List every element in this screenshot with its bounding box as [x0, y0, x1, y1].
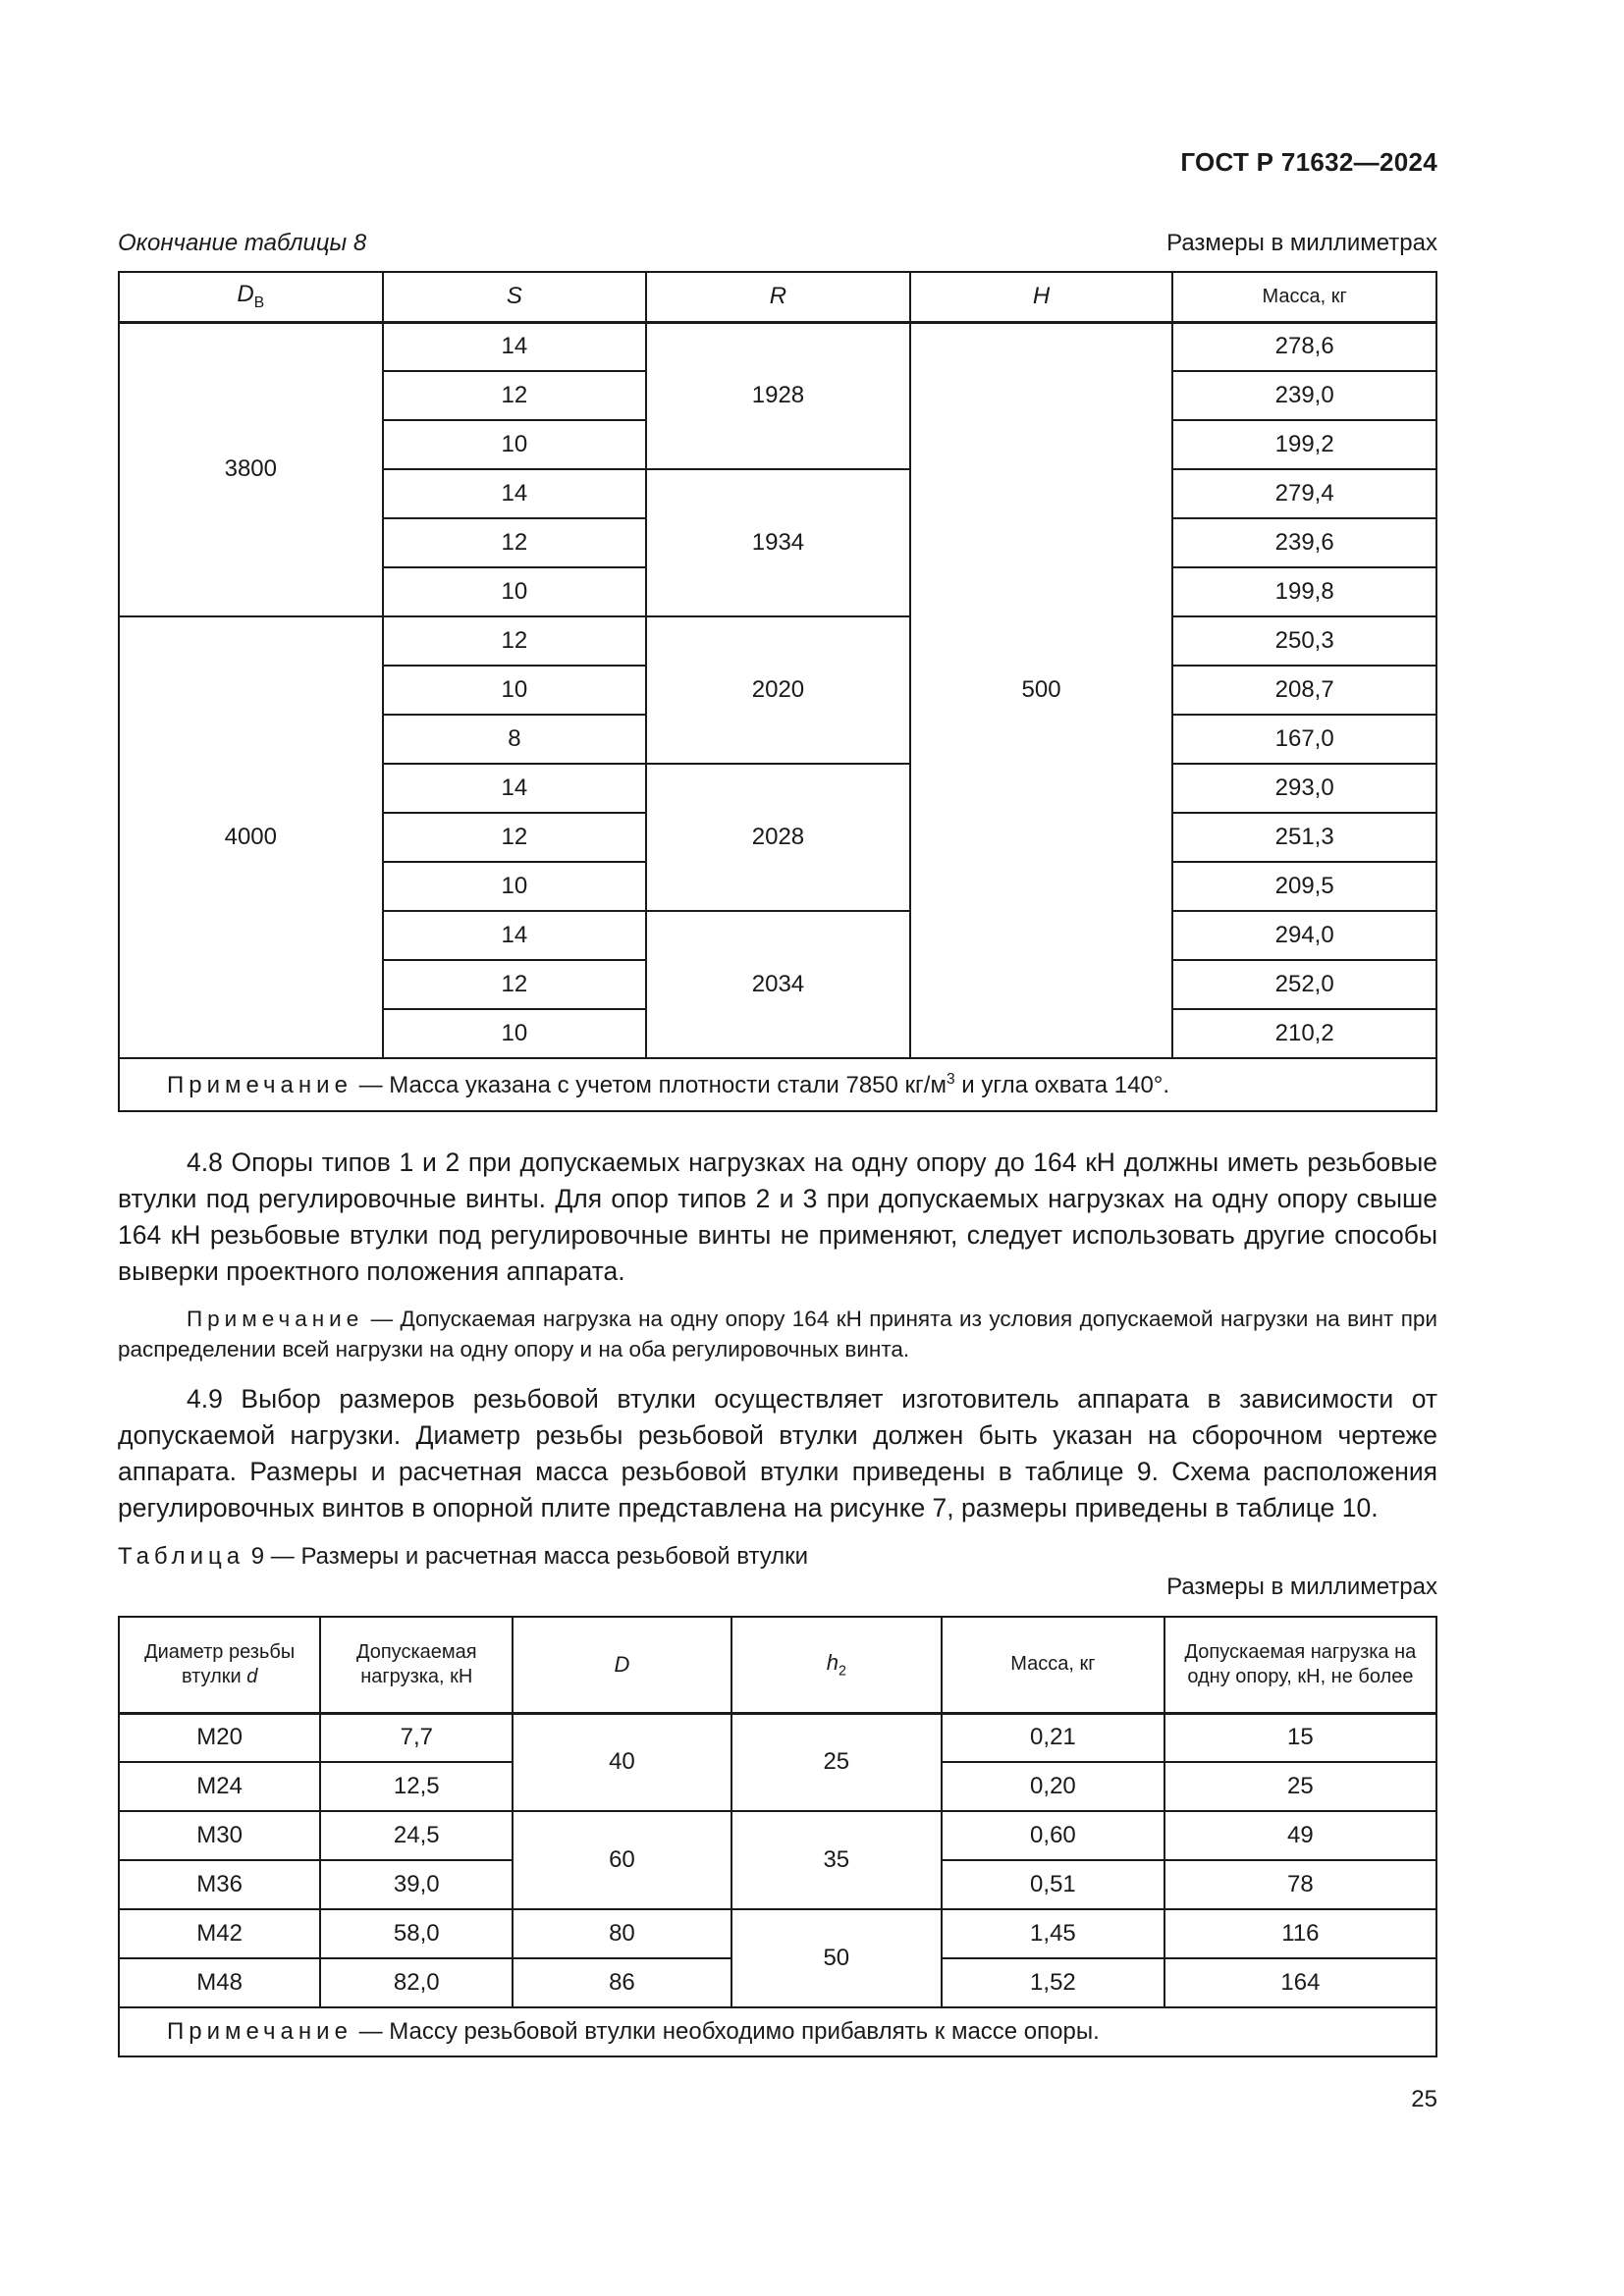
s-cell: 10 [383, 666, 647, 715]
r-cell: 2028 [646, 764, 910, 911]
mass-cell: 294,0 [1172, 911, 1436, 960]
diam-cell: М20 [119, 1713, 320, 1762]
table8-note-row [119, 1058, 1436, 1111]
table8-caption-row [118, 230, 1437, 257]
mass-cell: 293,0 [1172, 764, 1436, 813]
mass-cell: 239,6 [1172, 518, 1436, 567]
load-cell: 39,0 [320, 1860, 513, 1909]
max-load-cell: 78 [1164, 1860, 1436, 1909]
table9 [118, 1616, 1437, 2057]
mass-cell: 278,6 [1172, 322, 1436, 371]
table9-units: Размеры в миллиметрах [1166, 1574, 1437, 1600]
table9-caption: Таблица 9 — Размеры и расчетная масса резьбовой втулки [118, 1543, 809, 1570]
mass-cell: 251,3 [1172, 813, 1436, 862]
mass-cell: 0,20 [942, 1762, 1164, 1811]
mass-cell: 199,2 [1172, 420, 1436, 469]
col-header-thread-diameter: Диаметр резьбы втулки d [119, 1617, 320, 1713]
table9-header-row [119, 1617, 1436, 1713]
col-header-max-load: Допускаемая нагрузка на одну опору, кН, не более [1164, 1617, 1436, 1713]
s-cell: 10 [383, 420, 647, 469]
col-header-allowed-load: Допускаемая нагрузка, кН [320, 1617, 513, 1713]
mass-cell: 210,2 [1172, 1009, 1436, 1058]
diam-cell: М30 [119, 1811, 320, 1860]
mass-cell: 1,52 [942, 1958, 1164, 2007]
document-id: ГОСТ Р 71632—2024 [1180, 147, 1437, 177]
col-header-r: R [646, 272, 910, 322]
page-number: 25 [1411, 2086, 1437, 2112]
mass-cell: 167,0 [1172, 715, 1436, 764]
note-label: Примечание [167, 1071, 352, 1098]
paragraph-4-9: 4.9 Выбор размеров резьбовой втулки осуществляет изготовитель аппарата в зависимости от допускаемой нагрузки. Диаметр резьбы резьбовой втулки должен быть указан на сборочном чертеже аппарата. Размеры и расчетная масса резьбовой втулки приведены в таблице 9. Схема расположения регулировочных винтов в опорной плите представлена на рисунке 7, размеры приведены в таблице 10. [118, 1384, 1437, 1522]
s-cell: 8 [383, 715, 647, 764]
s-cell: 10 [383, 1009, 647, 1058]
s-cell: 12 [383, 518, 647, 567]
s-cell: 12 [383, 960, 647, 1009]
table-row [119, 616, 1436, 666]
note-4-8: Примечание — Допускаемая нагрузка на одну опору 164 кН принята из условия допускаемой нагрузки на винт при распределении всей нагрузки на одну опору и на оба регулировочных винта. [118, 1307, 1437, 1362]
table8-header-row [119, 272, 1436, 322]
table-row [119, 322, 1436, 371]
note-label: Примечание [167, 2018, 352, 2045]
table9-note: Примечание — Массу резьбовой втулки необходимо прибавлять к массе опоры. [119, 2007, 1436, 2056]
mass-cell: 239,0 [1172, 371, 1436, 420]
mass-cell: 252,0 [1172, 960, 1436, 1009]
col-header-h: H [910, 272, 1173, 322]
load-cell: 82,0 [320, 1958, 513, 2007]
diam-cell: М48 [119, 1958, 320, 2007]
paragraph-4-8: 4.8 Опоры типов 1 и 2 при допускаемых нагрузках на одну опору до 164 кН должны иметь резьбовые втулки под регулировочные винты. Для опор типов 2 и 3 при допускаемых нагрузках на одну опору свыше 164 кН резьбовые втулки под регулировочные винты не применяют, следует использовать другие способы выверки проектного положения аппарата. [118, 1148, 1437, 1286]
diam-cell: М24 [119, 1762, 320, 1811]
r-cell: 1934 [646, 469, 910, 616]
table-row [119, 1811, 1436, 1860]
col-header-d: D [513, 1617, 731, 1713]
s-cell: 12 [383, 616, 647, 666]
table9-note-row [119, 2007, 1436, 2056]
max-load-cell: 116 [1164, 1909, 1436, 1958]
s-cell: 12 [383, 813, 647, 862]
mass-cell: 0,51 [942, 1860, 1164, 1909]
s-cell: 10 [383, 862, 647, 911]
mass-cell: 199,8 [1172, 567, 1436, 616]
h2-cell: 35 [731, 1811, 942, 1909]
s-cell: 10 [383, 567, 647, 616]
max-load-cell: 164 [1164, 1958, 1436, 2007]
mass-cell: 209,5 [1172, 862, 1436, 911]
table-row [119, 1713, 1436, 1762]
mass-cell: 250,3 [1172, 616, 1436, 666]
d-cell: 40 [513, 1713, 731, 1811]
max-load-cell: 49 [1164, 1811, 1436, 1860]
load-cell: 58,0 [320, 1909, 513, 1958]
col-header-mass: Масса, кг [1172, 272, 1436, 322]
d-cell: 60 [513, 1811, 731, 1909]
db-cell: 3800 [119, 322, 383, 616]
load-cell: 12,5 [320, 1762, 513, 1811]
table8-caption: Окончание таблицы 8 [118, 230, 367, 256]
d-cell: 86 [513, 1958, 731, 2007]
table8-note: Примечание — Масса указана с учетом плотности стали 7850 $кг/м^3$ и угла охвата 140°. [119, 1058, 1436, 1111]
s-cell: 14 [383, 911, 647, 960]
load-cell: 24,5 [320, 1811, 513, 1860]
col-header-s: S [383, 272, 647, 322]
h2-cell: 25 [731, 1713, 942, 1811]
mass-cell: 1,45 [942, 1909, 1164, 1958]
diam-cell: М36 [119, 1860, 320, 1909]
s-cell: 14 [383, 469, 647, 518]
h2-cell: 50 [731, 1909, 942, 2007]
s-cell: 12 [383, 371, 647, 420]
load-cell: 7,7 [320, 1713, 513, 1762]
r-cell: 2034 [646, 911, 910, 1058]
r-cell: 1928 [646, 322, 910, 469]
s-cell: 14 [383, 322, 647, 371]
max-load-cell: 25 [1164, 1762, 1436, 1811]
mass-cell: 0,21 [942, 1713, 1164, 1762]
col-header-db: $D_В$ [119, 272, 383, 322]
mass-cell: 208,7 [1172, 666, 1436, 715]
mass-cell: 0,60 [942, 1811, 1164, 1860]
table8-units: Размеры в миллиметрах [1166, 230, 1437, 256]
s-cell: 14 [383, 764, 647, 813]
r-cell: 2020 [646, 616, 910, 764]
note-label: Примечание [187, 1307, 364, 1331]
max-load-cell: 15 [1164, 1713, 1436, 1762]
col-header-h2: $h_2$ [731, 1617, 942, 1713]
d-cell: 80 [513, 1909, 731, 1958]
col-header-mass: Масса, кг [942, 1617, 1164, 1713]
table8 [118, 271, 1437, 1112]
db-cell: 4000 [119, 616, 383, 1058]
h-cell: 500 [910, 322, 1173, 1058]
mass-cell: 279,4 [1172, 469, 1436, 518]
table-row [119, 1909, 1436, 1958]
diam-cell: М42 [119, 1909, 320, 1958]
